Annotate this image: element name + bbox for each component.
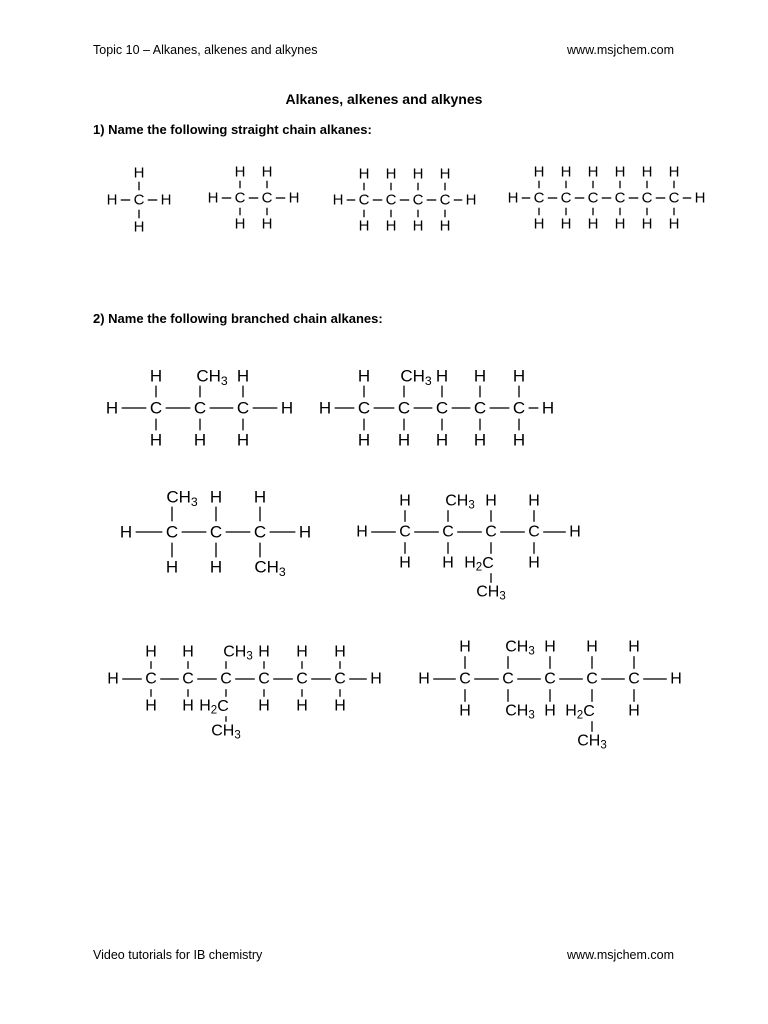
hydrogen-atom: H: [357, 366, 371, 386]
carbon-atom: C: [334, 670, 346, 688]
methyl-group: $CH_3$: [223, 643, 253, 663]
hydrogen-atom: H: [145, 643, 157, 661]
hydrogen-atom: H: [234, 163, 246, 181]
methyl-group: $CH_3$: [577, 732, 607, 752]
hydrogen-atom: H: [507, 189, 519, 207]
hydrogen-atom: H: [412, 217, 424, 235]
methyl-group: $CH_3$: [400, 366, 432, 388]
methylene-group: $H_2C$: [565, 702, 595, 722]
hydrogen-atom: H: [296, 643, 308, 661]
hydrogen-atom: H: [560, 215, 572, 233]
hydrogen-atom: H: [236, 366, 250, 386]
hydrogen-atom: H: [614, 163, 626, 181]
methyl-group: $CH_3$: [254, 557, 286, 579]
carbon-atom: C: [357, 398, 371, 418]
hydrogen-atom: H: [234, 215, 246, 233]
carbon-atom: C: [397, 398, 411, 418]
methyl-group: $CH_3$: [505, 702, 535, 722]
carbon-atom: C: [234, 189, 246, 207]
hydrogen-atom: H: [641, 215, 653, 233]
hydrogen-atom: H: [560, 163, 572, 181]
hydrogen-atom: H: [412, 165, 424, 183]
hydrogen-atom: H: [465, 191, 477, 209]
hydrogen-atom: H: [318, 398, 332, 418]
footer-website: www.msjchem.com: [567, 948, 674, 962]
page-title: Alkanes, alkenes and alkynes: [285, 91, 483, 107]
hydrogen-atom: H: [207, 189, 219, 207]
hydrogen-atom: H: [236, 430, 250, 450]
hydrogen-atom: H: [182, 697, 194, 715]
header-topic: Topic 10 – Alkanes, alkenes and alkynes: [93, 43, 318, 57]
carbon-atom: C: [512, 398, 526, 418]
hydrogen-atom: H: [587, 215, 599, 233]
hydrogen-atom: H: [442, 554, 454, 572]
hydrogen-atom: H: [280, 398, 294, 418]
hydrogen-atom: H: [397, 430, 411, 450]
hydrogen-atom: H: [533, 215, 545, 233]
hydrogen-atom: H: [668, 163, 680, 181]
carbon-atom: C: [528, 523, 540, 541]
hydrogen-atom: H: [435, 366, 449, 386]
hydrogen-atom: H: [439, 217, 451, 235]
hydrogen-atom: H: [261, 215, 273, 233]
hydrogen-atom: H: [182, 643, 194, 661]
hydrogen-atom: H: [641, 163, 653, 181]
hydrogen-atom: H: [628, 702, 640, 720]
hydrogen-atom: H: [399, 492, 411, 510]
carbon-atom: C: [358, 191, 370, 209]
hydrogen-atom: H: [334, 697, 346, 715]
carbon-atom: C: [193, 398, 207, 418]
carbon-atom: C: [587, 189, 599, 207]
carbon-atom: C: [399, 523, 411, 541]
hydrogen-atom: H: [541, 398, 555, 418]
hydrogen-atom: H: [133, 164, 145, 182]
hydrogen-atom: H: [628, 638, 640, 656]
hydrogen-atom: H: [614, 215, 626, 233]
hydrogen-atom: H: [485, 492, 497, 510]
hydrogen-atom: H: [288, 189, 300, 207]
hydrogen-atom: H: [528, 554, 540, 572]
carbon-atom: C: [668, 189, 680, 207]
carbon-atom: C: [412, 191, 424, 209]
hydrogen-atom: H: [586, 638, 598, 656]
methyl-group: $CH_3$: [445, 492, 475, 512]
hydrogen-atom: H: [209, 557, 223, 577]
methylene-group: $H_2C$: [464, 554, 494, 574]
hydrogen-atom: H: [258, 643, 270, 661]
carbon-atom: C: [439, 191, 451, 209]
hydrogen-atom: H: [298, 522, 312, 542]
carbon-atom: C: [628, 670, 640, 688]
hydrogen-atom: H: [193, 430, 207, 450]
hydrogen-atom: H: [459, 638, 471, 656]
methyl-group: $CH_3$: [196, 366, 228, 388]
hydrogen-atom: H: [133, 218, 145, 236]
methyl-group: $CH_3$: [505, 638, 535, 658]
methyl-group: $CH_3$: [211, 722, 241, 742]
carbon-atom: C: [253, 522, 267, 542]
carbon-atom: C: [220, 670, 232, 688]
footer-tagline: Video tutorials for IB chemistry: [93, 948, 263, 962]
carbon-atom: C: [442, 523, 454, 541]
carbon-atom: C: [533, 189, 545, 207]
hydrogen-atom: H: [544, 702, 556, 720]
question-2: 2) Name the following branched chain alkanes:: [93, 311, 383, 326]
hydrogen-atom: H: [296, 697, 308, 715]
hydrogen-atom: H: [119, 522, 133, 542]
hydrogen-atom: H: [473, 430, 487, 450]
carbon-atom: C: [485, 523, 497, 541]
hydrogen-atom: H: [512, 430, 526, 450]
carbon-atom: C: [133, 191, 145, 209]
hydrogen-atom: H: [332, 191, 344, 209]
header-website: www.msjchem.com: [567, 43, 674, 57]
carbon-atom: C: [459, 670, 471, 688]
hydrogen-atom: H: [439, 165, 451, 183]
carbon-atom: C: [236, 398, 250, 418]
hydrogen-atom: H: [358, 165, 370, 183]
hydrogen-atom: H: [107, 670, 119, 688]
hydrogen-atom: H: [399, 554, 411, 572]
hydrogen-atom: H: [370, 670, 382, 688]
hydrogen-atom: H: [670, 670, 682, 688]
carbon-atom: C: [586, 670, 598, 688]
hydrogen-atom: H: [356, 523, 368, 541]
hydrogen-atom: H: [544, 638, 556, 656]
hydrogen-atom: H: [209, 487, 223, 507]
hydrogen-atom: H: [418, 670, 430, 688]
hydrogen-atom: H: [258, 697, 270, 715]
carbon-atom: C: [560, 189, 572, 207]
hydrogen-atom: H: [105, 398, 119, 418]
carbon-atom: C: [209, 522, 223, 542]
hydrogen-atom: H: [261, 163, 273, 181]
hydrogen-atom: H: [533, 163, 545, 181]
hydrogen-atom: H: [160, 191, 172, 209]
carbon-atom: C: [296, 670, 308, 688]
carbon-atom: C: [149, 398, 163, 418]
hydrogen-atom: H: [528, 492, 540, 510]
carbon-atom: C: [614, 189, 626, 207]
hydrogen-atom: H: [512, 366, 526, 386]
hydrogen-atom: H: [106, 191, 118, 209]
hydrogen-atom: H: [334, 643, 346, 661]
hydrogen-atom: H: [435, 430, 449, 450]
hydrogen-atom: H: [385, 165, 397, 183]
hydrogen-atom: H: [694, 189, 706, 207]
carbon-atom: C: [165, 522, 179, 542]
hydrogen-atom: H: [149, 366, 163, 386]
hydrogen-atom: H: [668, 215, 680, 233]
hydrogen-atom: H: [358, 217, 370, 235]
carbon-atom: C: [473, 398, 487, 418]
hydrogen-atom: H: [145, 697, 157, 715]
carbon-atom: C: [145, 670, 157, 688]
methylene-group: $H_2C$: [199, 697, 229, 717]
methyl-group: $CH_3$: [476, 583, 506, 603]
hydrogen-atom: H: [569, 523, 581, 541]
hydrogen-atom: H: [149, 430, 163, 450]
question-1: 1) Name the following straight chain alkanes:: [93, 122, 372, 137]
hydrogen-atom: H: [385, 217, 397, 235]
hydrogen-atom: H: [357, 430, 371, 450]
carbon-atom: C: [641, 189, 653, 207]
carbon-atom: C: [544, 670, 556, 688]
carbon-atom: C: [502, 670, 514, 688]
hydrogen-atom: H: [587, 163, 599, 181]
hydrogen-atom: H: [253, 487, 267, 507]
hydrogen-atom: H: [459, 702, 471, 720]
carbon-atom: C: [182, 670, 194, 688]
methyl-group: $CH_3$: [166, 487, 198, 509]
carbon-atom: C: [258, 670, 270, 688]
carbon-atom: C: [435, 398, 449, 418]
hydrogen-atom: H: [165, 557, 179, 577]
carbon-atom: C: [261, 189, 273, 207]
carbon-atom: C: [385, 191, 397, 209]
hydrogen-atom: H: [473, 366, 487, 386]
